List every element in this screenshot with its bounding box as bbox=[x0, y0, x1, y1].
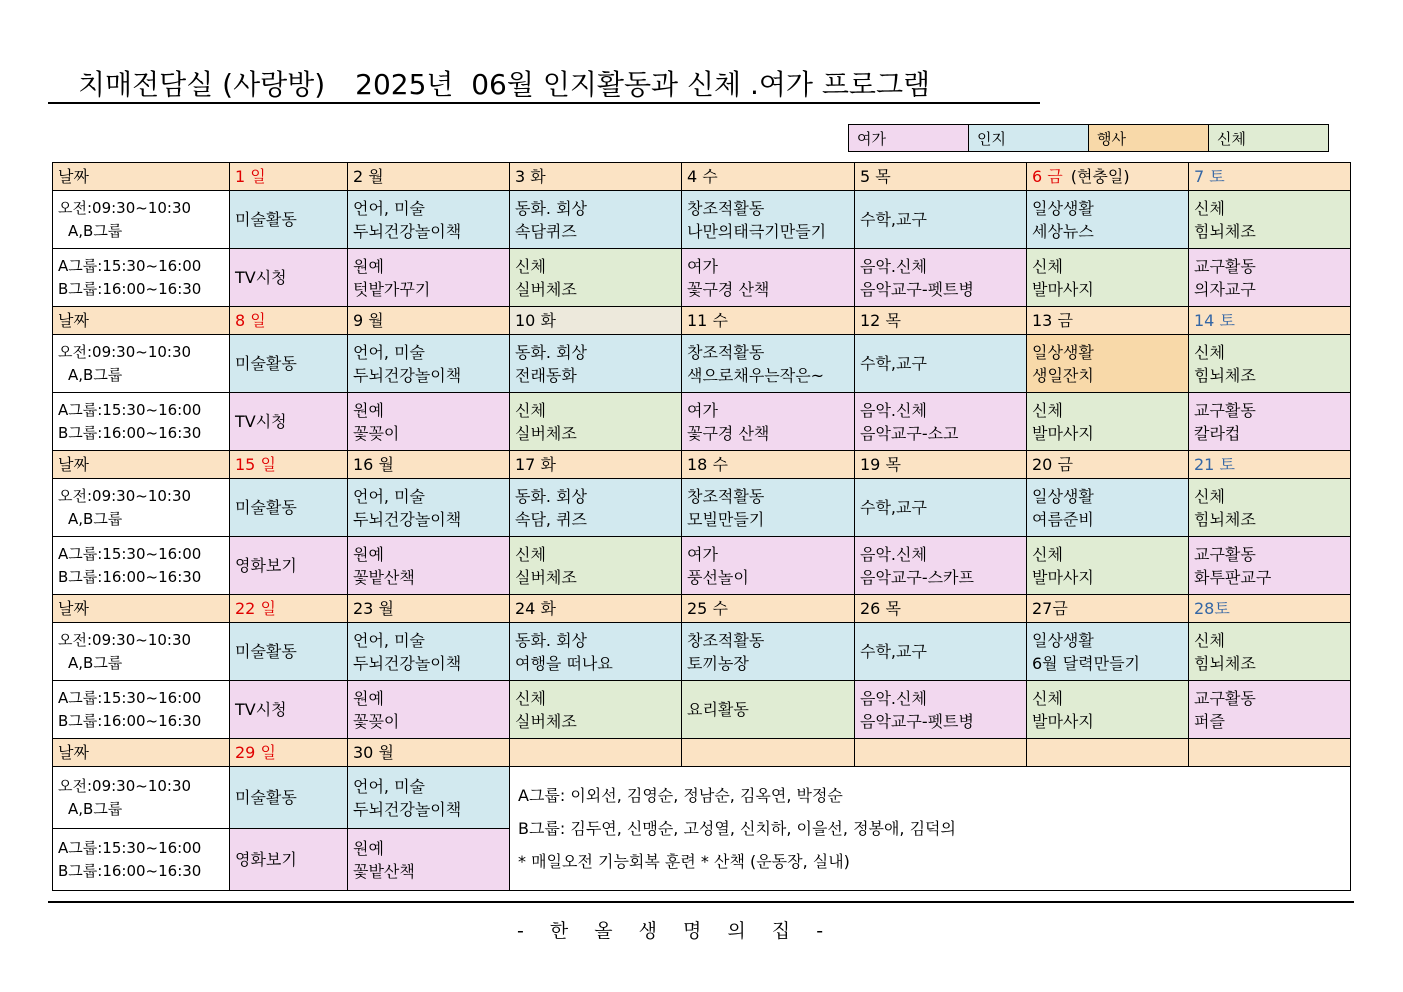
activity-name: 미술활동 bbox=[235, 210, 297, 229]
activity-cell bbox=[855, 537, 1027, 595]
date-cell bbox=[348, 595, 510, 623]
activity-cell bbox=[1189, 191, 1351, 249]
activity-cell bbox=[348, 191, 510, 249]
activity-name: 언어, 미술 bbox=[353, 198, 425, 218]
date-label: 날짜 bbox=[58, 599, 89, 618]
activity-detail: 발마사지 bbox=[1032, 279, 1094, 299]
activity-cell bbox=[230, 767, 348, 829]
color-legend bbox=[848, 124, 1329, 152]
activity-cell bbox=[1027, 393, 1189, 451]
activity-cell bbox=[1189, 537, 1351, 595]
date-cell bbox=[855, 307, 1027, 335]
date-cell bbox=[348, 163, 510, 191]
activity-detail: 칼라컵 bbox=[1194, 423, 1241, 443]
time-line-2: B그룹:16:00~16:30 bbox=[58, 861, 202, 880]
activity-cell bbox=[682, 393, 855, 451]
activity-detail: 전래동화 bbox=[515, 365, 577, 385]
am-time-label bbox=[53, 767, 230, 829]
date-cell bbox=[1189, 307, 1351, 335]
activity-detail: 색으로채우는작은~ bbox=[687, 365, 825, 385]
activity-name: 여가 bbox=[687, 544, 718, 564]
activity-cell bbox=[855, 681, 1027, 739]
time-line-1: 오전:09:30~10:30 bbox=[58, 486, 192, 505]
activity-name: 여가 bbox=[687, 400, 718, 420]
activity-cell bbox=[510, 393, 682, 451]
date-cell bbox=[230, 307, 348, 335]
date-value: 2 월 bbox=[353, 167, 384, 186]
time-line-1: 오전:09:30~10:30 bbox=[58, 630, 192, 649]
activity-cell bbox=[348, 537, 510, 595]
date-value: 15 일 bbox=[235, 455, 276, 474]
activity-cell bbox=[230, 335, 348, 393]
activity-detail: 여름준비 bbox=[1032, 509, 1094, 529]
date-value: 25 수 bbox=[687, 599, 728, 618]
date-value: 9 월 bbox=[353, 311, 384, 330]
activity-detail: 발마사지 bbox=[1032, 711, 1094, 731]
activity-name: 언어, 미술 bbox=[353, 342, 425, 362]
date-label: 날짜 bbox=[58, 455, 89, 474]
time-line-1: 오전:09:30~10:30 bbox=[58, 776, 192, 795]
activity-cell bbox=[682, 191, 855, 249]
activity-name: 일상생활 bbox=[1032, 630, 1094, 650]
activity-detail: 실버체조 bbox=[515, 423, 577, 443]
date-cell bbox=[855, 595, 1027, 623]
activity-name: 동화. 회상 bbox=[515, 342, 587, 362]
date-row-label bbox=[53, 307, 230, 335]
activity-cell bbox=[348, 681, 510, 739]
legend-yeoga: 여가 bbox=[849, 125, 969, 152]
activity-name: 음악.신체 bbox=[860, 544, 927, 564]
activity-cell bbox=[510, 335, 682, 393]
activity-cell bbox=[348, 393, 510, 451]
time-line-2: A,B그룹 bbox=[68, 365, 123, 384]
group-b-members: B그룹: 김두연, 신맹순, 고성열, 신치하, 이을선, 정봉애, 김덕의 bbox=[518, 819, 956, 838]
activity-detail: 힘뇌체조 bbox=[1194, 221, 1256, 241]
legend-haengsa: 행사 bbox=[1089, 125, 1209, 152]
date-cell bbox=[230, 163, 348, 191]
activity-detail: 힘뇌체조 bbox=[1194, 365, 1256, 385]
activity-name: 일상생활 bbox=[1032, 198, 1094, 218]
activity-name: 미술활동 bbox=[235, 498, 297, 517]
activity-name: 창조적활동 bbox=[687, 486, 765, 506]
am-time-label bbox=[53, 191, 230, 249]
activity-cell bbox=[230, 829, 348, 891]
activity-cell bbox=[1027, 191, 1189, 249]
date-value: 6 금 bbox=[1032, 167, 1063, 186]
time-line-2: B그룹:16:00~16:30 bbox=[58, 279, 202, 298]
date-cell bbox=[855, 451, 1027, 479]
activity-detail: 속담, 퀴즈 bbox=[515, 509, 587, 529]
footer-org-name: - 한 올 생 명 의 집 - bbox=[516, 920, 834, 942]
time-line-1: 오전:09:30~10:30 bbox=[58, 198, 192, 217]
activity-detail: 실버체조 bbox=[515, 567, 577, 587]
activity-cell bbox=[348, 623, 510, 681]
date-cell bbox=[348, 451, 510, 479]
activity-detail: 실버체조 bbox=[515, 279, 577, 299]
activity-cell bbox=[855, 479, 1027, 537]
date-value: 4 수 bbox=[687, 167, 718, 186]
activity-name: 원예 bbox=[353, 688, 384, 708]
activity-detail: 토끼농장 bbox=[687, 653, 749, 673]
activity-detail: 여행을 떠나요 bbox=[515, 653, 613, 673]
activity-detail: 두뇌건강놀이책 bbox=[353, 509, 462, 529]
activity-name: 창조적활동 bbox=[687, 342, 765, 362]
activity-name: 언어, 미술 bbox=[353, 776, 425, 796]
activity-cell bbox=[230, 479, 348, 537]
pm-time-label bbox=[53, 249, 230, 307]
activity-name: 동화. 회상 bbox=[515, 486, 587, 506]
date-value: 29 일 bbox=[235, 743, 276, 762]
title-sub: 2025년 06월 인지활동과 신체 .여가 프로그램 bbox=[355, 68, 931, 101]
time-line-2: B그룹:16:00~16:30 bbox=[58, 711, 202, 730]
activity-name: 신체 bbox=[515, 256, 546, 276]
activity-name: 언어, 미술 bbox=[353, 630, 425, 650]
date-value: 24 화 bbox=[515, 599, 556, 618]
activity-cell bbox=[1189, 393, 1351, 451]
time-line-1: A그룹:15:30~16:00 bbox=[58, 400, 202, 419]
activity-name: 교구활동 bbox=[1194, 400, 1256, 420]
activity-cell bbox=[1027, 537, 1189, 595]
date-value: 18 수 bbox=[687, 455, 728, 474]
activity-detail: 힘뇌체조 bbox=[1194, 509, 1256, 529]
activity-name: 언어, 미술 bbox=[353, 486, 425, 506]
activity-cell bbox=[348, 767, 510, 829]
activity-cell bbox=[1189, 335, 1351, 393]
date-cell bbox=[1027, 307, 1189, 335]
date-value: 28토 bbox=[1194, 599, 1230, 618]
activity-cell bbox=[348, 249, 510, 307]
activity-detail: 두뇌건강놀이책 bbox=[353, 653, 462, 673]
activity-cell bbox=[348, 829, 510, 891]
activity-cell bbox=[1027, 681, 1189, 739]
activity-cell bbox=[855, 393, 1027, 451]
date-cell bbox=[1027, 451, 1189, 479]
date-cell bbox=[510, 739, 682, 767]
pm-time-label bbox=[53, 393, 230, 451]
activity-name: 영화보기 bbox=[235, 556, 297, 575]
activity-cell bbox=[230, 191, 348, 249]
activity-detail: 꽃구경 산책 bbox=[687, 279, 770, 299]
activity-name: 동화. 회상 bbox=[515, 630, 587, 650]
activity-cell bbox=[230, 393, 348, 451]
activity-name: 수학,교구 bbox=[860, 354, 927, 373]
activity-cell bbox=[1189, 249, 1351, 307]
activity-cell bbox=[510, 681, 682, 739]
date-value: 16 월 bbox=[353, 455, 394, 474]
holiday-note: (현충일) bbox=[1070, 167, 1130, 186]
activity-detail: 세상뉴스 bbox=[1032, 221, 1094, 241]
time-line-2: B그룹:16:00~16:30 bbox=[58, 423, 202, 442]
activity-detail: 두뇌건강놀이책 bbox=[353, 365, 462, 385]
activity-name: 교구활동 bbox=[1194, 688, 1256, 708]
activity-name: 신체 bbox=[1194, 486, 1225, 506]
date-cell bbox=[348, 739, 510, 767]
activity-name: 신체 bbox=[1032, 688, 1063, 708]
activity-detail: 음악교구-소고 bbox=[860, 423, 959, 443]
activity-name: 원예 bbox=[353, 400, 384, 420]
activity-detail: 힘뇌체조 bbox=[1194, 653, 1256, 673]
date-row-label bbox=[53, 163, 230, 191]
daily-notes: * 매일오전 기능회복 훈련 * 산책 (운동장, 실내) bbox=[518, 852, 850, 871]
am-time-label bbox=[53, 479, 230, 537]
activity-name: 원예 bbox=[353, 838, 384, 858]
activity-detail: 꽃밭산책 bbox=[353, 567, 415, 587]
activity-name: 수학,교구 bbox=[860, 498, 927, 517]
group-notes bbox=[510, 767, 1351, 891]
activity-name: 신체 bbox=[1032, 256, 1063, 276]
activity-detail: 6월 달력만들기 bbox=[1032, 653, 1141, 673]
date-cell bbox=[230, 451, 348, 479]
activity-detail: 꽃꽂이 bbox=[353, 423, 400, 443]
time-line-1: A그룹:15:30~16:00 bbox=[58, 688, 202, 707]
activity-detail: 퍼즐 bbox=[1194, 711, 1225, 731]
activity-cell bbox=[230, 623, 348, 681]
date-cell bbox=[1189, 451, 1351, 479]
date-value: 12 목 bbox=[860, 311, 901, 330]
date-value: 11 수 bbox=[687, 311, 728, 330]
activity-cell bbox=[510, 623, 682, 681]
date-cell bbox=[510, 451, 682, 479]
date-label: 날짜 bbox=[58, 743, 89, 762]
activity-name: 음악.신체 bbox=[860, 256, 927, 276]
date-cell bbox=[230, 739, 348, 767]
activity-detail: 두뇌건강놀이책 bbox=[353, 221, 462, 241]
group-a-members: A그룹: 이외선, 김영순, 정남순, 김옥연, 박정순 bbox=[518, 786, 843, 805]
activity-detail: 꽃구경 산책 bbox=[687, 423, 770, 443]
time-line-1: A그룹:15:30~16:00 bbox=[58, 256, 202, 275]
activity-cell bbox=[1027, 249, 1189, 307]
activity-name: 일상생활 bbox=[1032, 342, 1094, 362]
date-cell bbox=[682, 595, 855, 623]
activity-cell bbox=[682, 249, 855, 307]
activity-name: 미술활동 bbox=[235, 642, 297, 661]
title-main: 치매전담실 (사랑방) bbox=[78, 68, 326, 101]
activity-name: 여가 bbox=[687, 256, 718, 276]
activity-name: 창조적활동 bbox=[687, 198, 765, 218]
activity-cell bbox=[855, 249, 1027, 307]
activity-name: 미술활동 bbox=[235, 354, 297, 373]
activity-name: 교구활동 bbox=[1194, 544, 1256, 564]
am-time-label bbox=[53, 623, 230, 681]
legend-sinche: 신체 bbox=[1209, 125, 1329, 152]
activity-cell bbox=[855, 623, 1027, 681]
activity-name: 교구활동 bbox=[1194, 256, 1256, 276]
activity-name: TV시청 bbox=[235, 268, 287, 287]
date-label: 날짜 bbox=[58, 167, 89, 186]
activity-name: 동화. 회상 bbox=[515, 198, 587, 218]
activity-detail: 꽃꽂이 bbox=[353, 711, 400, 731]
activity-name: TV시청 bbox=[235, 700, 287, 719]
date-value: 21 토 bbox=[1194, 455, 1235, 474]
activity-name: 신체 bbox=[1194, 630, 1225, 650]
date-value: 5 목 bbox=[860, 167, 891, 186]
time-line-1: A그룹:15:30~16:00 bbox=[58, 838, 202, 857]
date-cell bbox=[1027, 739, 1189, 767]
activity-detail: 음악교구-스카프 bbox=[860, 567, 974, 587]
activity-name: 음악.신체 bbox=[860, 400, 927, 420]
time-line-1: A그룹:15:30~16:00 bbox=[58, 544, 202, 563]
activity-detail: 모빌만들기 bbox=[687, 509, 765, 529]
activity-cell bbox=[348, 335, 510, 393]
date-cell bbox=[1189, 595, 1351, 623]
activity-cell bbox=[510, 249, 682, 307]
activity-cell bbox=[1027, 479, 1189, 537]
activity-name: 신체 bbox=[1032, 544, 1063, 564]
activity-name: 요리활동 bbox=[687, 700, 749, 719]
activity-cell bbox=[682, 537, 855, 595]
activity-name: 수학,교구 bbox=[860, 210, 927, 229]
activity-name: 원예 bbox=[353, 544, 384, 564]
activity-cell bbox=[682, 623, 855, 681]
activity-cell bbox=[230, 681, 348, 739]
activity-name: 음악.신체 bbox=[860, 688, 927, 708]
activity-cell bbox=[682, 335, 855, 393]
bottom-rule bbox=[48, 901, 1354, 903]
date-cell bbox=[1189, 163, 1351, 191]
activity-cell bbox=[1189, 479, 1351, 537]
date-cell bbox=[510, 163, 682, 191]
date-value: 27금 bbox=[1032, 599, 1068, 618]
date-value: 8 일 bbox=[235, 311, 266, 330]
date-cell bbox=[682, 739, 855, 767]
date-row-label bbox=[53, 595, 230, 623]
date-row-label bbox=[53, 739, 230, 767]
activity-name: 미술활동 bbox=[235, 788, 297, 807]
date-cell bbox=[682, 307, 855, 335]
activity-cell bbox=[682, 479, 855, 537]
activity-detail: 나만의태극기만들기 bbox=[687, 221, 827, 241]
activity-name: 신체 bbox=[515, 544, 546, 564]
activity-detail: 꽃밭산책 bbox=[353, 861, 415, 881]
date-label: 날짜 bbox=[58, 311, 89, 330]
date-value: 26 목 bbox=[860, 599, 901, 618]
activity-detail: 실버체조 bbox=[515, 711, 577, 731]
activity-name: 신체 bbox=[1194, 198, 1225, 218]
activity-name: 신체 bbox=[515, 688, 546, 708]
activity-cell bbox=[1189, 681, 1351, 739]
date-row-label bbox=[53, 451, 230, 479]
activity-name: 신체 bbox=[1194, 342, 1225, 362]
activity-detail: 음악교구-펫트병 bbox=[860, 279, 974, 299]
schedule-table bbox=[52, 162, 1351, 891]
time-line-1: 오전:09:30~10:30 bbox=[58, 342, 192, 361]
activity-detail: 의자교구 bbox=[1194, 279, 1256, 299]
date-value: 17 화 bbox=[515, 455, 556, 474]
am-time-label bbox=[53, 335, 230, 393]
date-cell bbox=[348, 307, 510, 335]
activity-cell bbox=[1027, 623, 1189, 681]
date-cell bbox=[510, 307, 682, 335]
date-cell bbox=[510, 595, 682, 623]
date-cell bbox=[682, 163, 855, 191]
page-title bbox=[48, 68, 1040, 104]
activity-name: 신체 bbox=[515, 400, 546, 420]
activity-detail: 속담퀴즈 bbox=[515, 221, 577, 241]
activity-name: 창조적활동 bbox=[687, 630, 765, 650]
date-value: 22 일 bbox=[235, 599, 276, 618]
time-line-2: A,B그룹 bbox=[68, 799, 123, 818]
activity-detail: 생일잔치 bbox=[1032, 365, 1094, 385]
activity-name: 일상생활 bbox=[1032, 486, 1094, 506]
time-line-2: A,B그룹 bbox=[68, 653, 123, 672]
date-cell bbox=[855, 739, 1027, 767]
date-value: 7 토 bbox=[1194, 167, 1225, 186]
date-value: 19 목 bbox=[860, 455, 901, 474]
activity-cell bbox=[230, 537, 348, 595]
activity-detail: 발마사지 bbox=[1032, 567, 1094, 587]
activity-cell bbox=[682, 681, 855, 739]
activity-detail: 텃밭가꾸기 bbox=[353, 279, 431, 299]
date-cell bbox=[855, 163, 1027, 191]
time-line-2: A,B그룹 bbox=[68, 509, 123, 528]
date-value: 13 금 bbox=[1032, 311, 1073, 330]
date-value: 30 월 bbox=[353, 743, 394, 762]
activity-cell bbox=[855, 335, 1027, 393]
activity-detail: 음악교구-펫트병 bbox=[860, 711, 974, 731]
activity-cell bbox=[230, 249, 348, 307]
date-value: 14 토 bbox=[1194, 311, 1235, 330]
activity-cell bbox=[510, 191, 682, 249]
activity-name: 원예 bbox=[353, 256, 384, 276]
activity-name: 영화보기 bbox=[235, 850, 297, 869]
activity-cell bbox=[510, 537, 682, 595]
activity-cell bbox=[510, 479, 682, 537]
date-cell bbox=[682, 451, 855, 479]
activity-detail: 풍선놀이 bbox=[687, 567, 749, 587]
activity-name: 수학,교구 bbox=[860, 642, 927, 661]
pm-time-label bbox=[53, 829, 230, 891]
activity-name: 신체 bbox=[1032, 400, 1063, 420]
time-line-2: A,B그룹 bbox=[68, 221, 123, 240]
activity-detail: 발마사지 bbox=[1032, 423, 1094, 443]
pm-time-label bbox=[53, 537, 230, 595]
date-value: 23 월 bbox=[353, 599, 394, 618]
activity-detail: 화투판교구 bbox=[1194, 567, 1272, 587]
date-value: 20 금 bbox=[1032, 455, 1073, 474]
date-value: 10 화 bbox=[515, 311, 556, 330]
date-value: 1 일 bbox=[235, 167, 266, 186]
activity-cell bbox=[855, 191, 1027, 249]
date-cell bbox=[1189, 739, 1351, 767]
activity-cell bbox=[1189, 623, 1351, 681]
activity-detail: 두뇌건강놀이책 bbox=[353, 799, 462, 819]
legend-inji: 인지 bbox=[969, 125, 1089, 152]
date-cell bbox=[1027, 595, 1189, 623]
date-cell bbox=[230, 595, 348, 623]
activity-cell bbox=[348, 479, 510, 537]
date-cell bbox=[1027, 163, 1189, 191]
pm-time-label bbox=[53, 681, 230, 739]
time-line-2: B그룹:16:00~16:30 bbox=[58, 567, 202, 586]
activity-cell bbox=[1027, 335, 1189, 393]
activity-name: TV시청 bbox=[235, 412, 287, 431]
date-value: 3 화 bbox=[515, 167, 546, 186]
